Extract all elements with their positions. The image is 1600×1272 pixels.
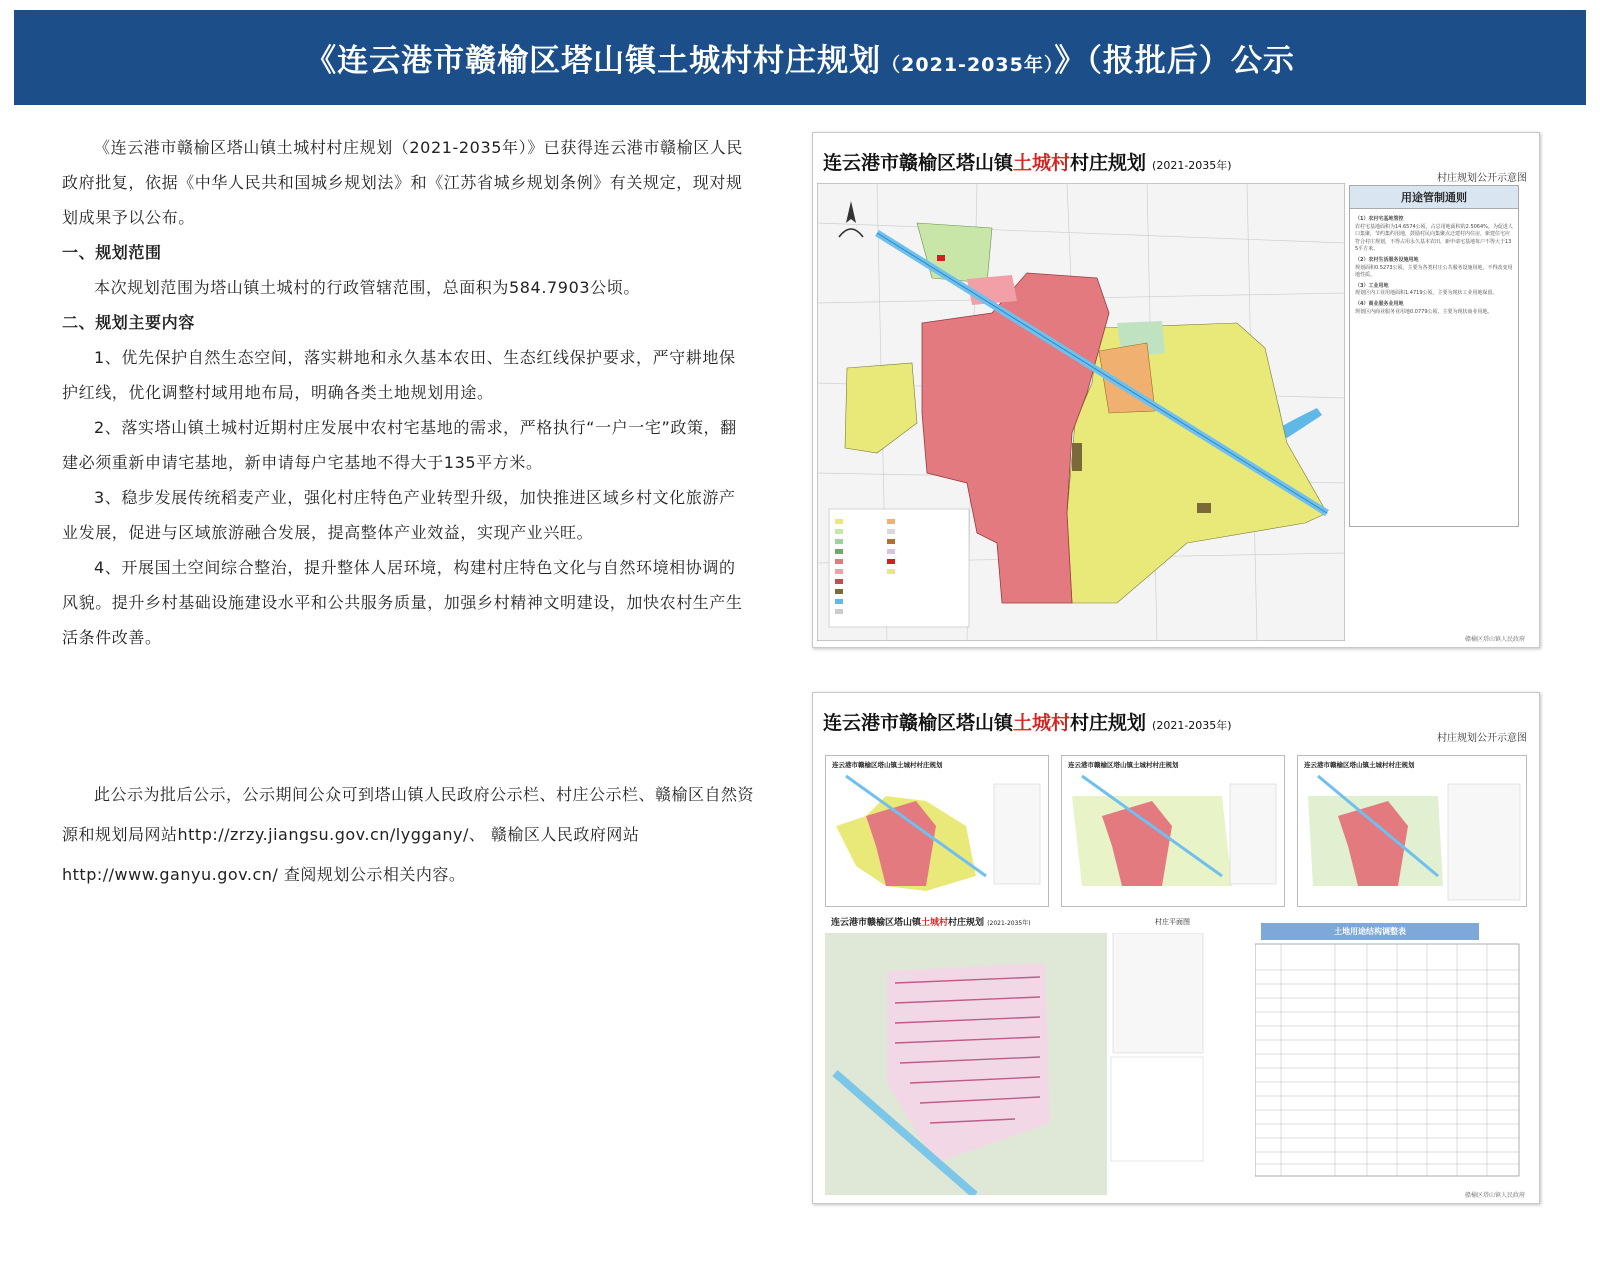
mini-map-title: 连云港市赣榆区塔山镇土城村村庄规划 [1304, 761, 1415, 769]
mini-map-1 [825, 755, 1049, 907]
mini-map-3-graphic [1298, 756, 1526, 906]
layout-title-red: 土城村 [921, 918, 949, 928]
page-title [305, 35, 1295, 80]
title-years: （2021-2035年） [881, 54, 1055, 76]
board1-title-red: 土城村 [1013, 152, 1071, 174]
layout-label: 村庄平面图 [1155, 918, 1190, 926]
mini-map-2-graphic [1062, 756, 1284, 906]
intro-paragraph: 《连云港市赣榆区塔山镇土城村村庄规划（2021-2035年）》已获得连云港市赣榆区人民政府批复，依据《中华人民共和国城乡规划法》和《江苏省城乡规划条例》有关规定，现对规划成果予以公布。 [62, 138, 744, 227]
board1-years: (2021-2035年) [1152, 159, 1232, 172]
land-use-rules-box [1349, 185, 1519, 527]
page-banner [14, 10, 1586, 105]
mini-map-3 [1297, 755, 1527, 907]
board1-title [823, 148, 1232, 175]
board1-footer: 赣榆区塔山镇人民政府 [1464, 636, 1525, 643]
rule-text: 规划区内工业用地面积1.4719公顷，主要为现状工业用地保留。 [1355, 290, 1498, 297]
village-layout-graphic [825, 933, 1245, 1195]
section1-heading: 一、规划范围 [62, 243, 162, 262]
layout-title-post: 村庄规划 [948, 918, 985, 928]
title-end: 》（报批后）公示 [1054, 43, 1295, 79]
mini-map-title: 连云港市赣榆区塔山镇土城村村庄规划 [832, 761, 943, 769]
title-main: 《连云港市赣榆区塔山镇土城村村庄规划 [305, 43, 882, 79]
mini-map-title: 连云港市赣榆区塔山镇土城村村庄规划 [1068, 761, 1179, 769]
board2-title-red: 土城村 [1013, 712, 1071, 734]
board2-years: (2021-2035年) [1152, 719, 1232, 732]
rule-text: 规划区内商业服务业用地0.0779公顷，主要为现状商业用地。 [1355, 308, 1493, 315]
board2-subtitle: 村庄规划公开示意图 [1437, 733, 1527, 744]
village-layout-panel [825, 915, 1245, 1195]
rule-heading: （1）农村宅基地管控 [1355, 216, 1404, 222]
board2-footer: 赣榆区塔山镇人民政府 [1464, 1192, 1525, 1199]
rules-body [1350, 209, 1518, 320]
section2-item: 4、开展国土空间综合整治，提升整体人居环境，构建村庄特色文化与自然环境相协调的风貌。提升乡村基础设施建设水平和公共服务质量，加强乡村精神文明建设，加快农村生产生活条件改善。 [62, 558, 743, 647]
notice-paragraph: 此公示为批后公示，公示期间公众可到塔山镇人民政府公示栏、村庄公示栏、赣榆区自然资源和规划局网站http://zrzy.jiangsu.gov.cn/lygganу/、 赣榆区人民政府网站http://www.ganyu.gov.cn/ 查阅规划公示相关内容。 [62, 785, 755, 884]
section2-heading: 二、规划主要内容 [62, 313, 195, 332]
plan-board-1 [812, 132, 1540, 648]
rule-text: 规划面积0.5273公顷，主要为各类村庄公共服务设施用地，不得改变用地性质。 [1355, 264, 1513, 279]
table-title: 土地用途结构调整表 [1261, 923, 1479, 940]
board2-title-pre: 连云港市赣榆区塔山镇 [823, 712, 1014, 734]
section2-item: 2、落实塔山镇土城村近期村庄发展中农村宅基地的需求，严格执行“一户一宅”政策，翻建必须重新申请宅基地，新申请每户宅基地不得大于135平方米。 [62, 418, 737, 472]
rule-text: 农村宅基地面积为14.6574公顷，占总用地面积的2.5064%。为促进人口集聚，节约集约用地，鼓励村民向集聚点迁建村内住房，新建住宅应符合村庄规划，不得占用永久基本农田，新申请宅基地每户不得大于135平方米。 [1355, 223, 1513, 253]
village-plan-map [817, 183, 1345, 641]
announcement-text [62, 130, 752, 655]
section1-text: 本次规划范围为塔山镇土城村的行政管辖范围，总面积为584.7903公顷。 [94, 278, 640, 297]
mini-map-1-graphic [826, 756, 1048, 906]
rule-heading: （2）农村生活服务设施用地 [1355, 256, 1419, 263]
board2-title-post: 村庄规划 [1070, 712, 1147, 734]
mini-map-2 [1061, 755, 1285, 907]
rules-title: 用途管制通则 [1350, 186, 1518, 209]
table-grid [1255, 940, 1523, 1180]
board1-subtitle: 村庄规划公开示意图 [1437, 173, 1527, 184]
layout-years: (2021-2035年) [987, 920, 1031, 927]
section2-item: 3、稳步发展传统稻麦产业，强化村庄特色产业转型升级，加快推进区域乡村文化旅游产业发展，促进与区域旅游融合发展，提高整体产业效益，实现产业兴旺。 [62, 488, 736, 542]
rule-heading: （3）工业用地 [1355, 282, 1389, 289]
board1-title-post: 村庄规划 [1070, 152, 1147, 174]
plan-board-2 [812, 692, 1540, 1204]
notice-paragraph-wrap [62, 775, 762, 895]
section2-item: 1、优先保护自然生态空间，落实耕地和永久基本农田、生态红线保护要求，严守耕地保护红线，优化调整村域用地布局，明确各类土地规划用途。 [62, 348, 736, 402]
rule-heading: （4）商业服务业用地 [1355, 300, 1404, 307]
land-structure-table [1255, 923, 1523, 1188]
layout-title-pre: 连云港市赣榆区塔山镇 [831, 918, 922, 928]
layout-title [831, 915, 1031, 928]
board1-title-pre: 连云港市赣榆区塔山镇 [823, 152, 1014, 174]
board2-title [823, 708, 1232, 735]
